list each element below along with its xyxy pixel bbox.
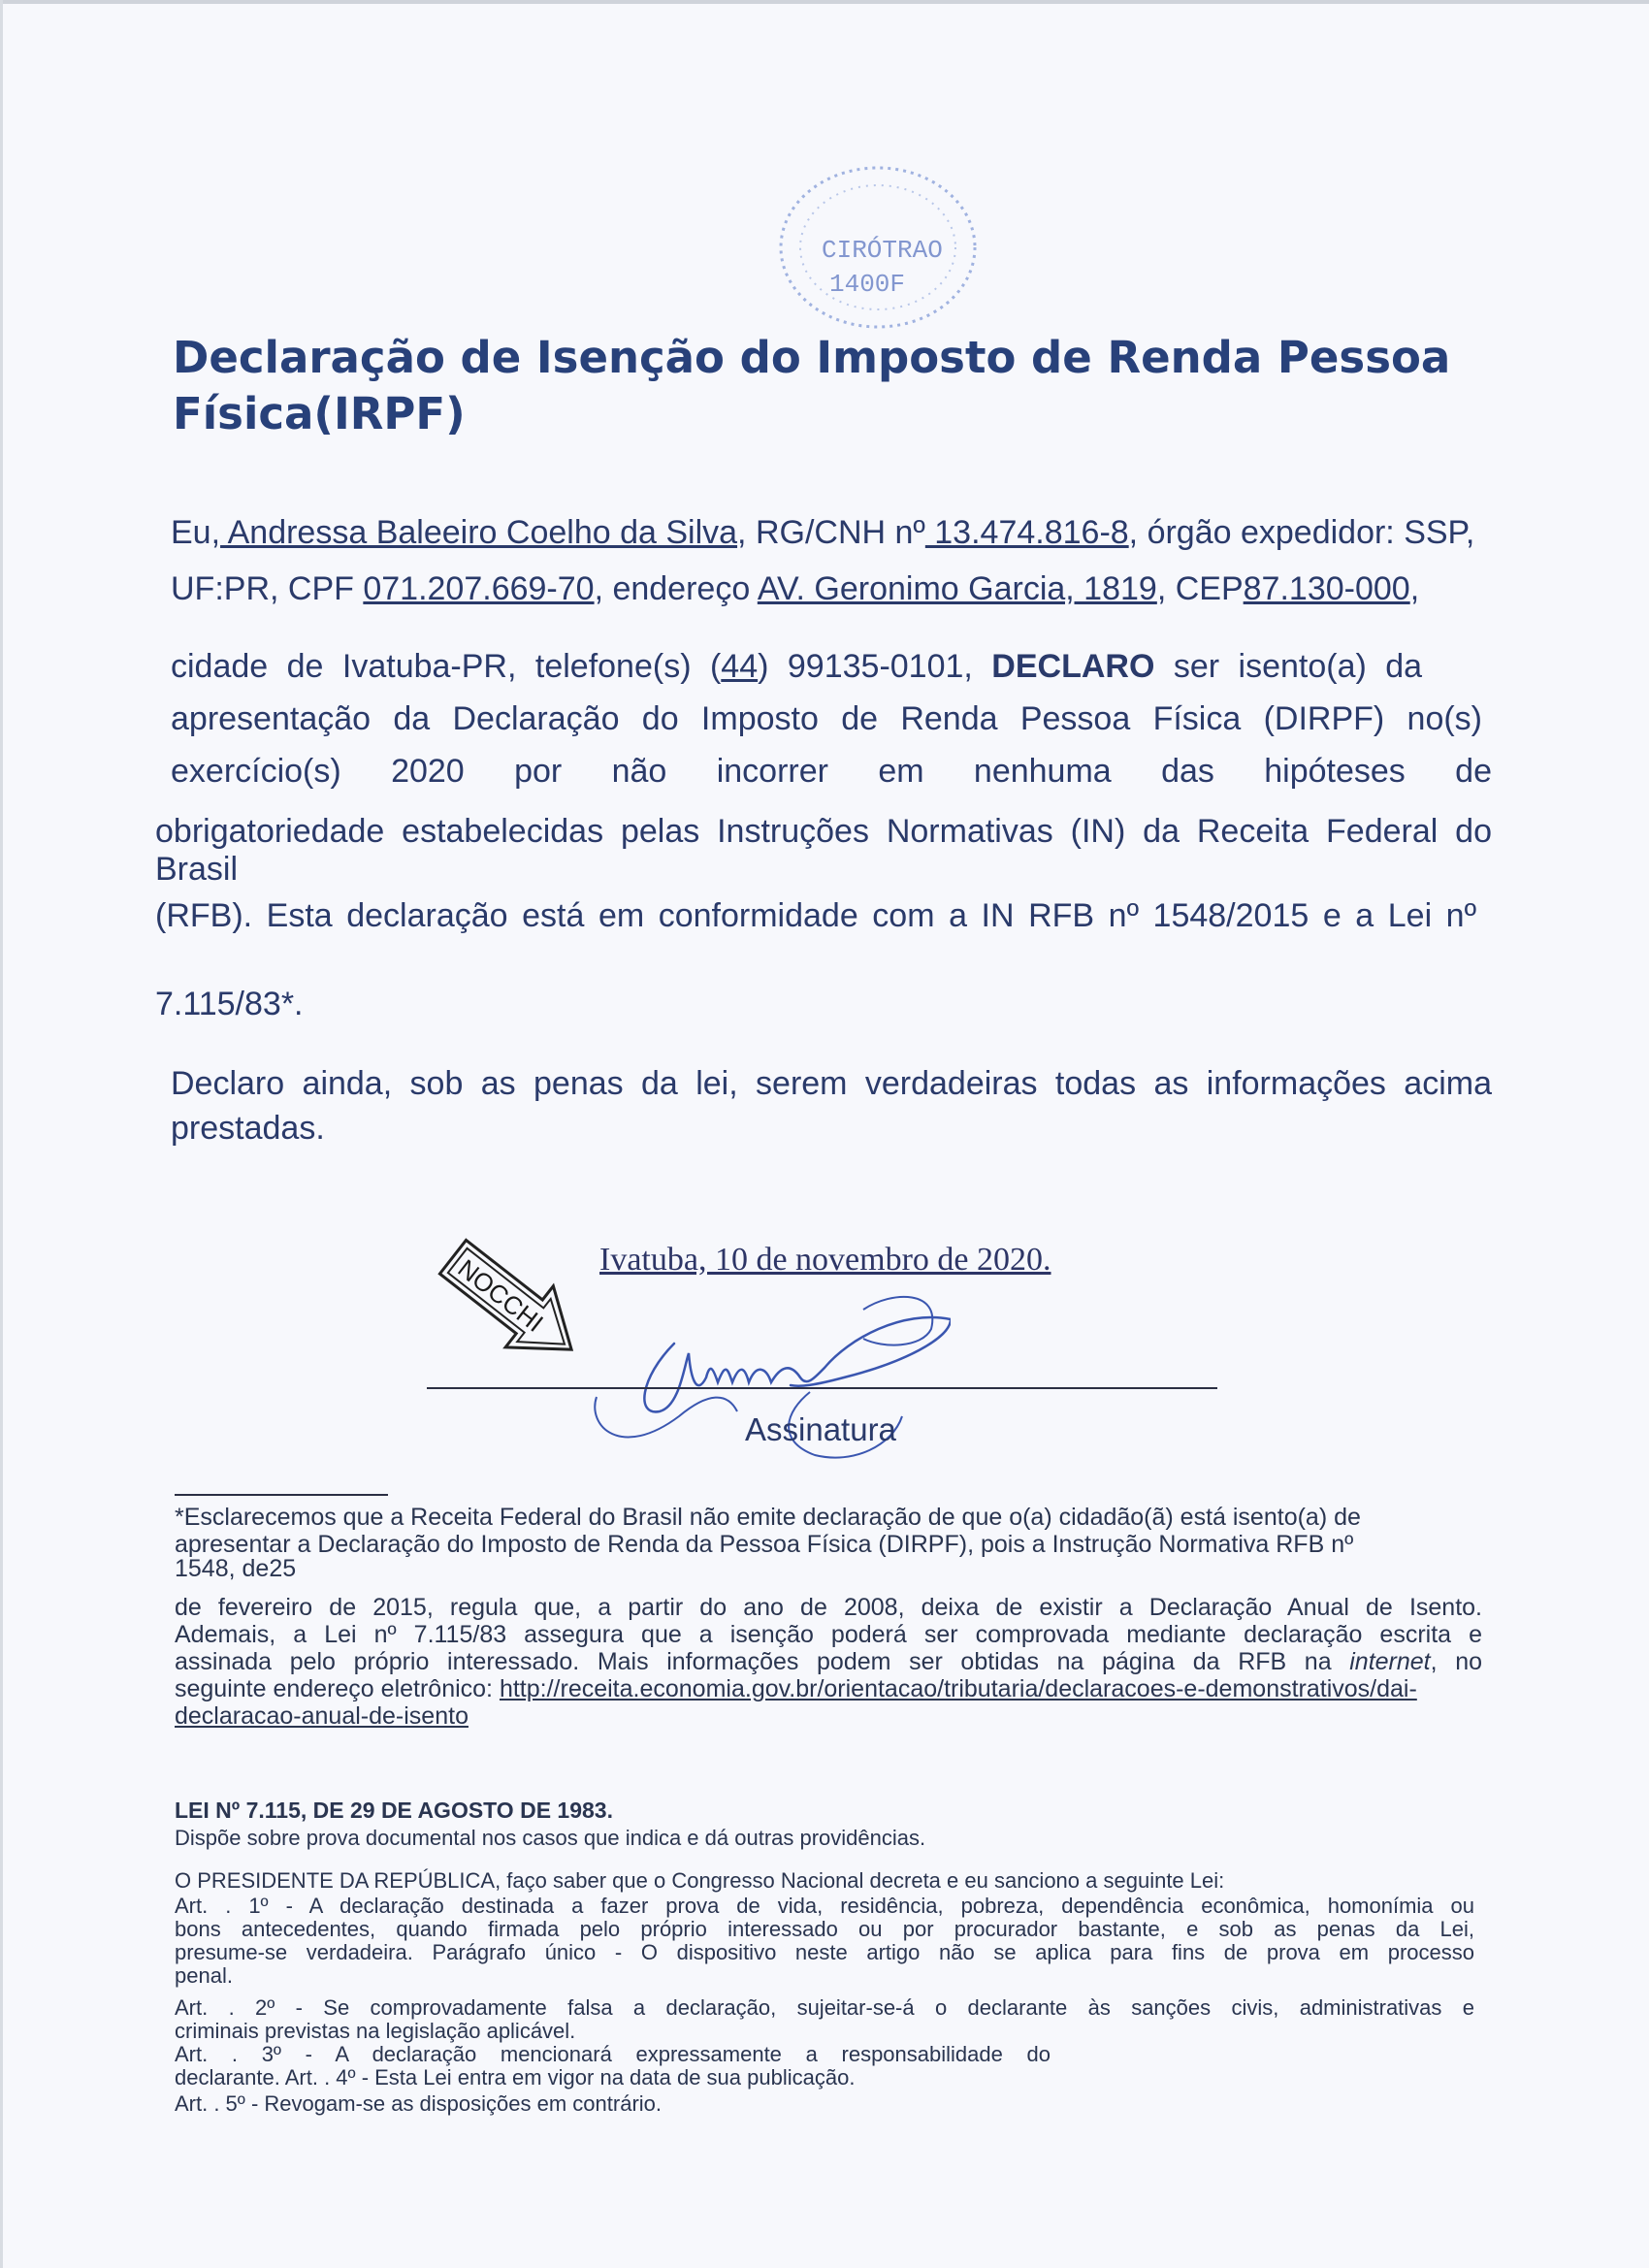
declaration-line-5: exercício(s) 2020 por não incorrer em nenhuma das hipóteses de	[171, 753, 1492, 790]
place-and-date: Ivatuba, 10 de novembro de 2020.	[599, 1242, 1051, 1278]
declaration-line-8: 7.115/83*.	[155, 986, 304, 1022]
phone-ddd: 44	[721, 648, 759, 685]
arrow-stamp-label: NOCCHI	[452, 1253, 549, 1338]
declaration-line-1: Eu, Andressa Baleeiro Coelho da Silva, RG/CNH nº 13.474.816-8, órgão expedidor: SSP,	[171, 514, 1475, 551]
law-art2-line2: criminais previstas na legislação aplicável.	[175, 2019, 576, 2043]
declaro-ainda-line-1: Declaro ainda, sob as penas da lei, serem verdadeiras todas as informações acima	[171, 1065, 1492, 1102]
declarant-name: Andressa Baleeiro Coelho da Silva	[220, 514, 738, 551]
footnote-line-4: de fevereiro de 2015, regula que, a partir do ano de 2008, deixa de existir a Declaração Anual de Isento.	[175, 1594, 1482, 1621]
rfb-link[interactable]: http://receita.economia.gov.br/orientacao/tributaria/declaracoes-e-demonstrativos/dai-	[499, 1675, 1417, 1702]
law-art1-line4: penal.	[175, 1963, 233, 1988]
document-title: Declaração de Isenção do Imposto de Renda Pessoa Física(IRPF)	[173, 332, 1451, 439]
law-art5: Art. . 5º - Revogam-se as disposições em contrário.	[175, 2091, 663, 2116]
cpf-number: 071.207.669-70	[363, 570, 595, 607]
law-preamble: O PRESIDENTE DA REPÚBLICA, faço saber que o Congresso Nacional decreta e eu sanciono a seguinte Lei:	[175, 1868, 1225, 1893]
scan-edge-top	[0, 0, 1649, 4]
law-art1-line2: bons antecedentes, quando firmada pelo próprio interessado ou por procurador bastante, e sob as penas da Lei,	[175, 1917, 1474, 1941]
footnote-line-7: seguinte endereço eletrônico: http://receita.economia.gov.br/orientacao/tributaria/declaracoes-e-demonstrativos/dai-	[175, 1675, 1417, 1702]
address: AV. Geronimo Garcia, 1819	[757, 570, 1157, 607]
law-art1-line1: Art. . 1º - A declaração destinada a fazer prova de vida, residência, pobreza, dependência econômica, homonímia ou	[175, 1894, 1474, 1918]
footnote-line-2: apresentar a Declaração do Imposto de Renda da Pessoa Física (DIRPF), pois a Instrução Normativa RFB nº	[175, 1531, 1354, 1558]
footnote-rule	[175, 1494, 388, 1496]
law-art1-line3: presume-se verdadeira. Parágrafo único - O dispositivo neste artigo não se aplica para fins de prova em processo	[175, 1940, 1474, 1964]
declaro-ainda-line-2: prestadas.	[171, 1110, 325, 1147]
law-heading: LEI Nº 7.115, DE 29 DE AGOSTO DE 1983.	[175, 1798, 613, 1823]
declaration-line-3: cidade de Ivatuba-PR, telefone(s) (44) 99135-0101, DECLARO ser isento(a) da	[171, 648, 1423, 685]
declaration-line-2: UF:PR, CPF 071.207.669-70, endereço AV. Geronimo Garcia, 1819, CEP87.130-000,	[171, 570, 1420, 607]
stamp-line1: CIRÓTRAO	[822, 236, 943, 265]
declaration-line-6: obrigatoriedade estabelecidas pelas Instruções Normativas (IN) da Receita Federal do Brasil	[155, 813, 1492, 888]
signature-line	[427, 1387, 1217, 1389]
declaro-keyword: DECLARO	[991, 648, 1155, 685]
scan-edge-left	[0, 0, 3, 2268]
law-subtitle: Dispõe sobre prova documental nos casos que indica e dá outras providências.	[175, 1826, 926, 1850]
rg-number: 13.474.816-8	[924, 514, 1129, 551]
footnote-line-6: assinada pelo próprio interessado. Mais informações podem ser obtidas na página da RFB na internet, no	[175, 1648, 1482, 1675]
footnote-line-5: Ademais, a Lei nº 7.115/83 assegura que a isenção poderá ser comprovada mediante declaração escrita e	[175, 1621, 1482, 1648]
law-art2-line1: Art. . 2º - Se comprovadamente falsa a declaração, sujeitar-se-á o declarante às sanções civis, administrativas e	[175, 1995, 1474, 2020]
footnote-line-1: *Esclarecemos que a Receita Federal do Brasil não emite declaração de que o(a) cidadão(ã) está isento(a) de	[175, 1504, 1361, 1531]
declaration-line-7: (RFB). Esta declaração está em conformidade com a IN RFB nº 1548/2015 e a Lei nº	[155, 897, 1476, 934]
rfb-link-continued[interactable]: declaracao-anual-de-isento	[175, 1702, 469, 1730]
official-stamp	[761, 160, 994, 335]
stamp-line2: 1400F	[829, 270, 906, 299]
footnote-line-8	[175, 1704, 469, 1728]
declaration-line-4: apresentação da Declaração do Imposto de Renda Pessoa Física (DIRPF) no(s)	[171, 700, 1482, 737]
footnote-line-3: 1548, de25	[175, 1555, 297, 1582]
arrow-stamp	[427, 1227, 601, 1387]
signature-label: Assinatura	[745, 1411, 896, 1447]
cep: 87.130-000	[1243, 570, 1410, 607]
law-art3-line2: declarante. Art. . 4º - Esta Lei entra em vigor na data de sua publicação.	[175, 2065, 856, 2090]
law-art3-line1: Art. . 3º - A declaração mencionará expressamente a responsabilidade do	[175, 2042, 1051, 2066]
